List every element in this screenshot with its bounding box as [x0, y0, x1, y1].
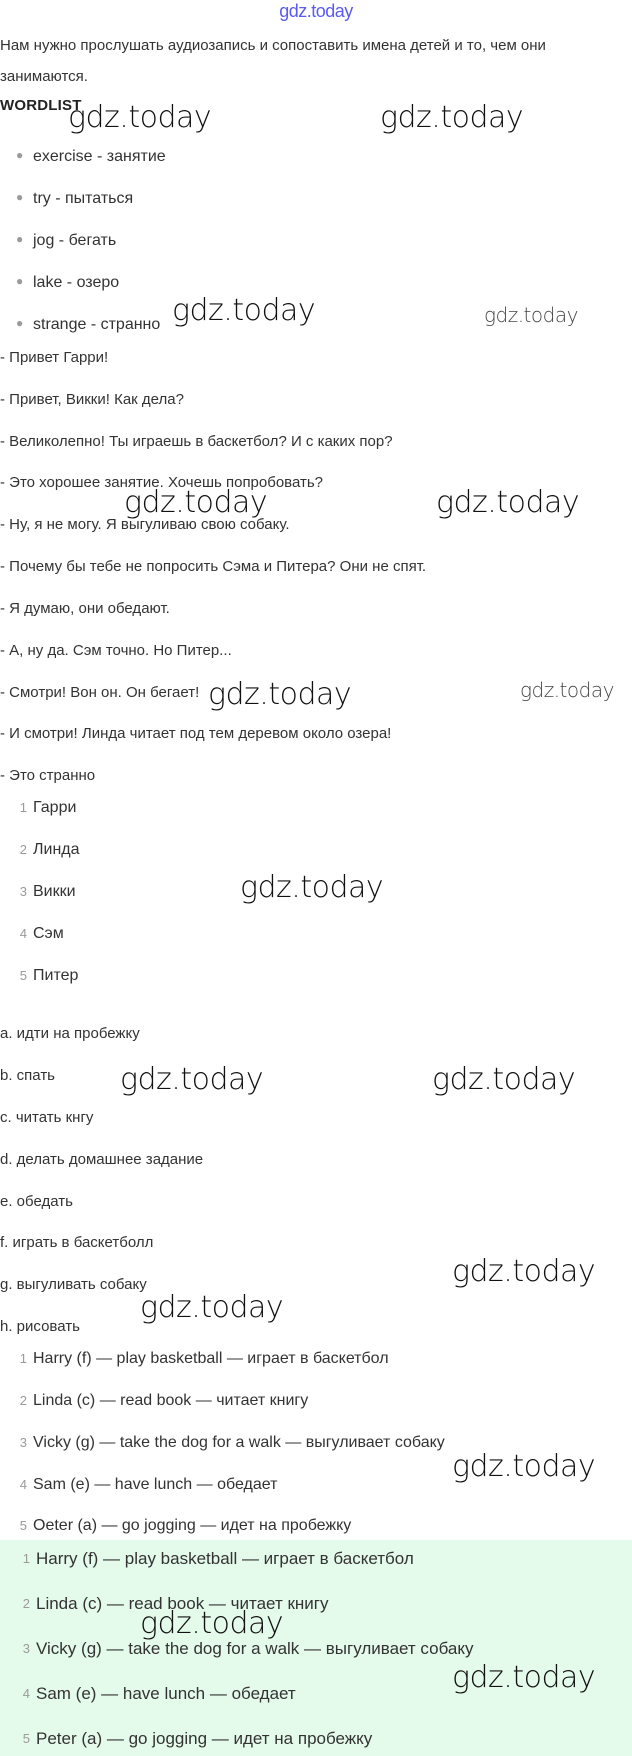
watermark: gdz.today — [452, 1449, 596, 1484]
watermark: gdz.today — [124, 485, 268, 520]
highlighted-answer-item: 1 Harry (f) — play basketball — играет в баскетбол — [22, 1549, 414, 1568]
activity-item: a. идти на пробежку — [0, 1025, 140, 1042]
name-item: 2 Линда — [19, 841, 80, 858]
activity-item: d. делать домашнее задание — [0, 1151, 204, 1168]
activity-item: e. обедать — [0, 1193, 73, 1210]
dialogue-line: - Великолепно! Ты играешь в баскетбол? И с каких пор? — [0, 433, 393, 450]
watermark: gdz.today — [380, 100, 524, 135]
highlighted-answer-item: 3 Vicky (g) — take the dog for a walk — выгуливает собаку — [22, 1639, 474, 1658]
watermark: gdz.today — [436, 485, 580, 520]
activity-item: g. выгуливать собаку — [0, 1276, 147, 1293]
task-intro: Нам нужно прослушать аудиозапись и сопоставить имена детей и то, чем они занимаются. — [0, 37, 546, 85]
watermark: gdz.today — [208, 677, 352, 712]
dialogue-line: - Привет, Викки! Как дела? — [0, 391, 184, 408]
wordlist-item: ● try - пытаться — [16, 190, 134, 207]
dialogue-line: - Смотри! Вон он. Он бегает! — [0, 684, 200, 701]
activity-item: f. играть в баскетболл — [0, 1234, 154, 1251]
wordlist-item: ● exercise - занятие — [16, 148, 166, 165]
highlighted-answer-item: 2 Linda (c) — read book — читает книгу — [22, 1594, 329, 1613]
name-item: 4 Сэм — [19, 925, 64, 942]
watermark: gdz.today — [172, 293, 316, 328]
watermark: gdz.today — [140, 1290, 284, 1325]
wordlist-item: ● strange - странно — [16, 316, 161, 333]
name-item: 1 Гарри — [19, 799, 77, 816]
activity-item: h. рисовать — [0, 1318, 80, 1335]
answer-item: 3 Vicky (g) — take the dog for a walk — выгуливает собаку — [19, 1434, 445, 1451]
dialogue-line: - Почему бы тебе не попросить Сэма и Питера? Они не спят. — [0, 558, 427, 575]
dialogue-line: - Это странно — [0, 767, 96, 784]
answer-item: 2 Linda (c) — read book — читает книгу — [19, 1392, 309, 1409]
watermark: gdz.today — [520, 678, 614, 702]
dialogue-line: - И смотри! Линда читает под тем деревом около озера! — [0, 725, 392, 742]
dialogue-line: - Ну, я не могу. Я выгуливаю свою собаку. — [0, 516, 290, 533]
watermark: gdz.today — [432, 1062, 576, 1097]
dialogue-line: - Я думаю, они обедают. — [0, 600, 170, 617]
watermark: gdz.today — [452, 1254, 596, 1289]
activity-item: c. читать кнгу — [0, 1109, 94, 1126]
wordlist-item: ● jog - бегать — [16, 232, 117, 249]
highlighted-answer-item: 4 Sam (e) — have lunch — обедает — [22, 1684, 296, 1703]
wordlist-item: ● lake - озеро — [16, 274, 120, 291]
watermark: gdz.today — [120, 1062, 264, 1097]
answer-item: 5 Oeter (a) — go jogging — идет на пробежку — [19, 1517, 352, 1534]
watermark: gdz.today — [452, 1660, 596, 1695]
dialogue-line: - Это хорошее занятие. Хочешь попробовать? — [0, 474, 324, 491]
watermark: gdz.today — [484, 303, 578, 327]
wordlist-title: WORDLIST — [0, 97, 82, 114]
site-watermark-top: gdz.today — [279, 1, 353, 21]
name-item: 5 Питер — [19, 967, 79, 984]
name-item: 3 Викки — [19, 883, 76, 900]
answer-item: 1 Harry (f) — play basketball — играет в баскетбол — [19, 1350, 389, 1367]
watermark: gdz.today — [68, 100, 212, 135]
answer-item: 4 Sam (e) — have lunch — обедает — [19, 1476, 278, 1493]
dialogue-line: - Привет Гарри! — [0, 349, 109, 366]
watermark: gdz.today — [240, 870, 384, 905]
dialogue-line: - А, ну да. Сэм точно. Но Питер... — [0, 642, 232, 659]
highlighted-answer-item: 5 Peter (a) — go jogging — идет на пробежку — [22, 1729, 373, 1748]
watermark: gdz.today — [140, 1606, 284, 1641]
activity-item: b. спать — [0, 1067, 55, 1084]
